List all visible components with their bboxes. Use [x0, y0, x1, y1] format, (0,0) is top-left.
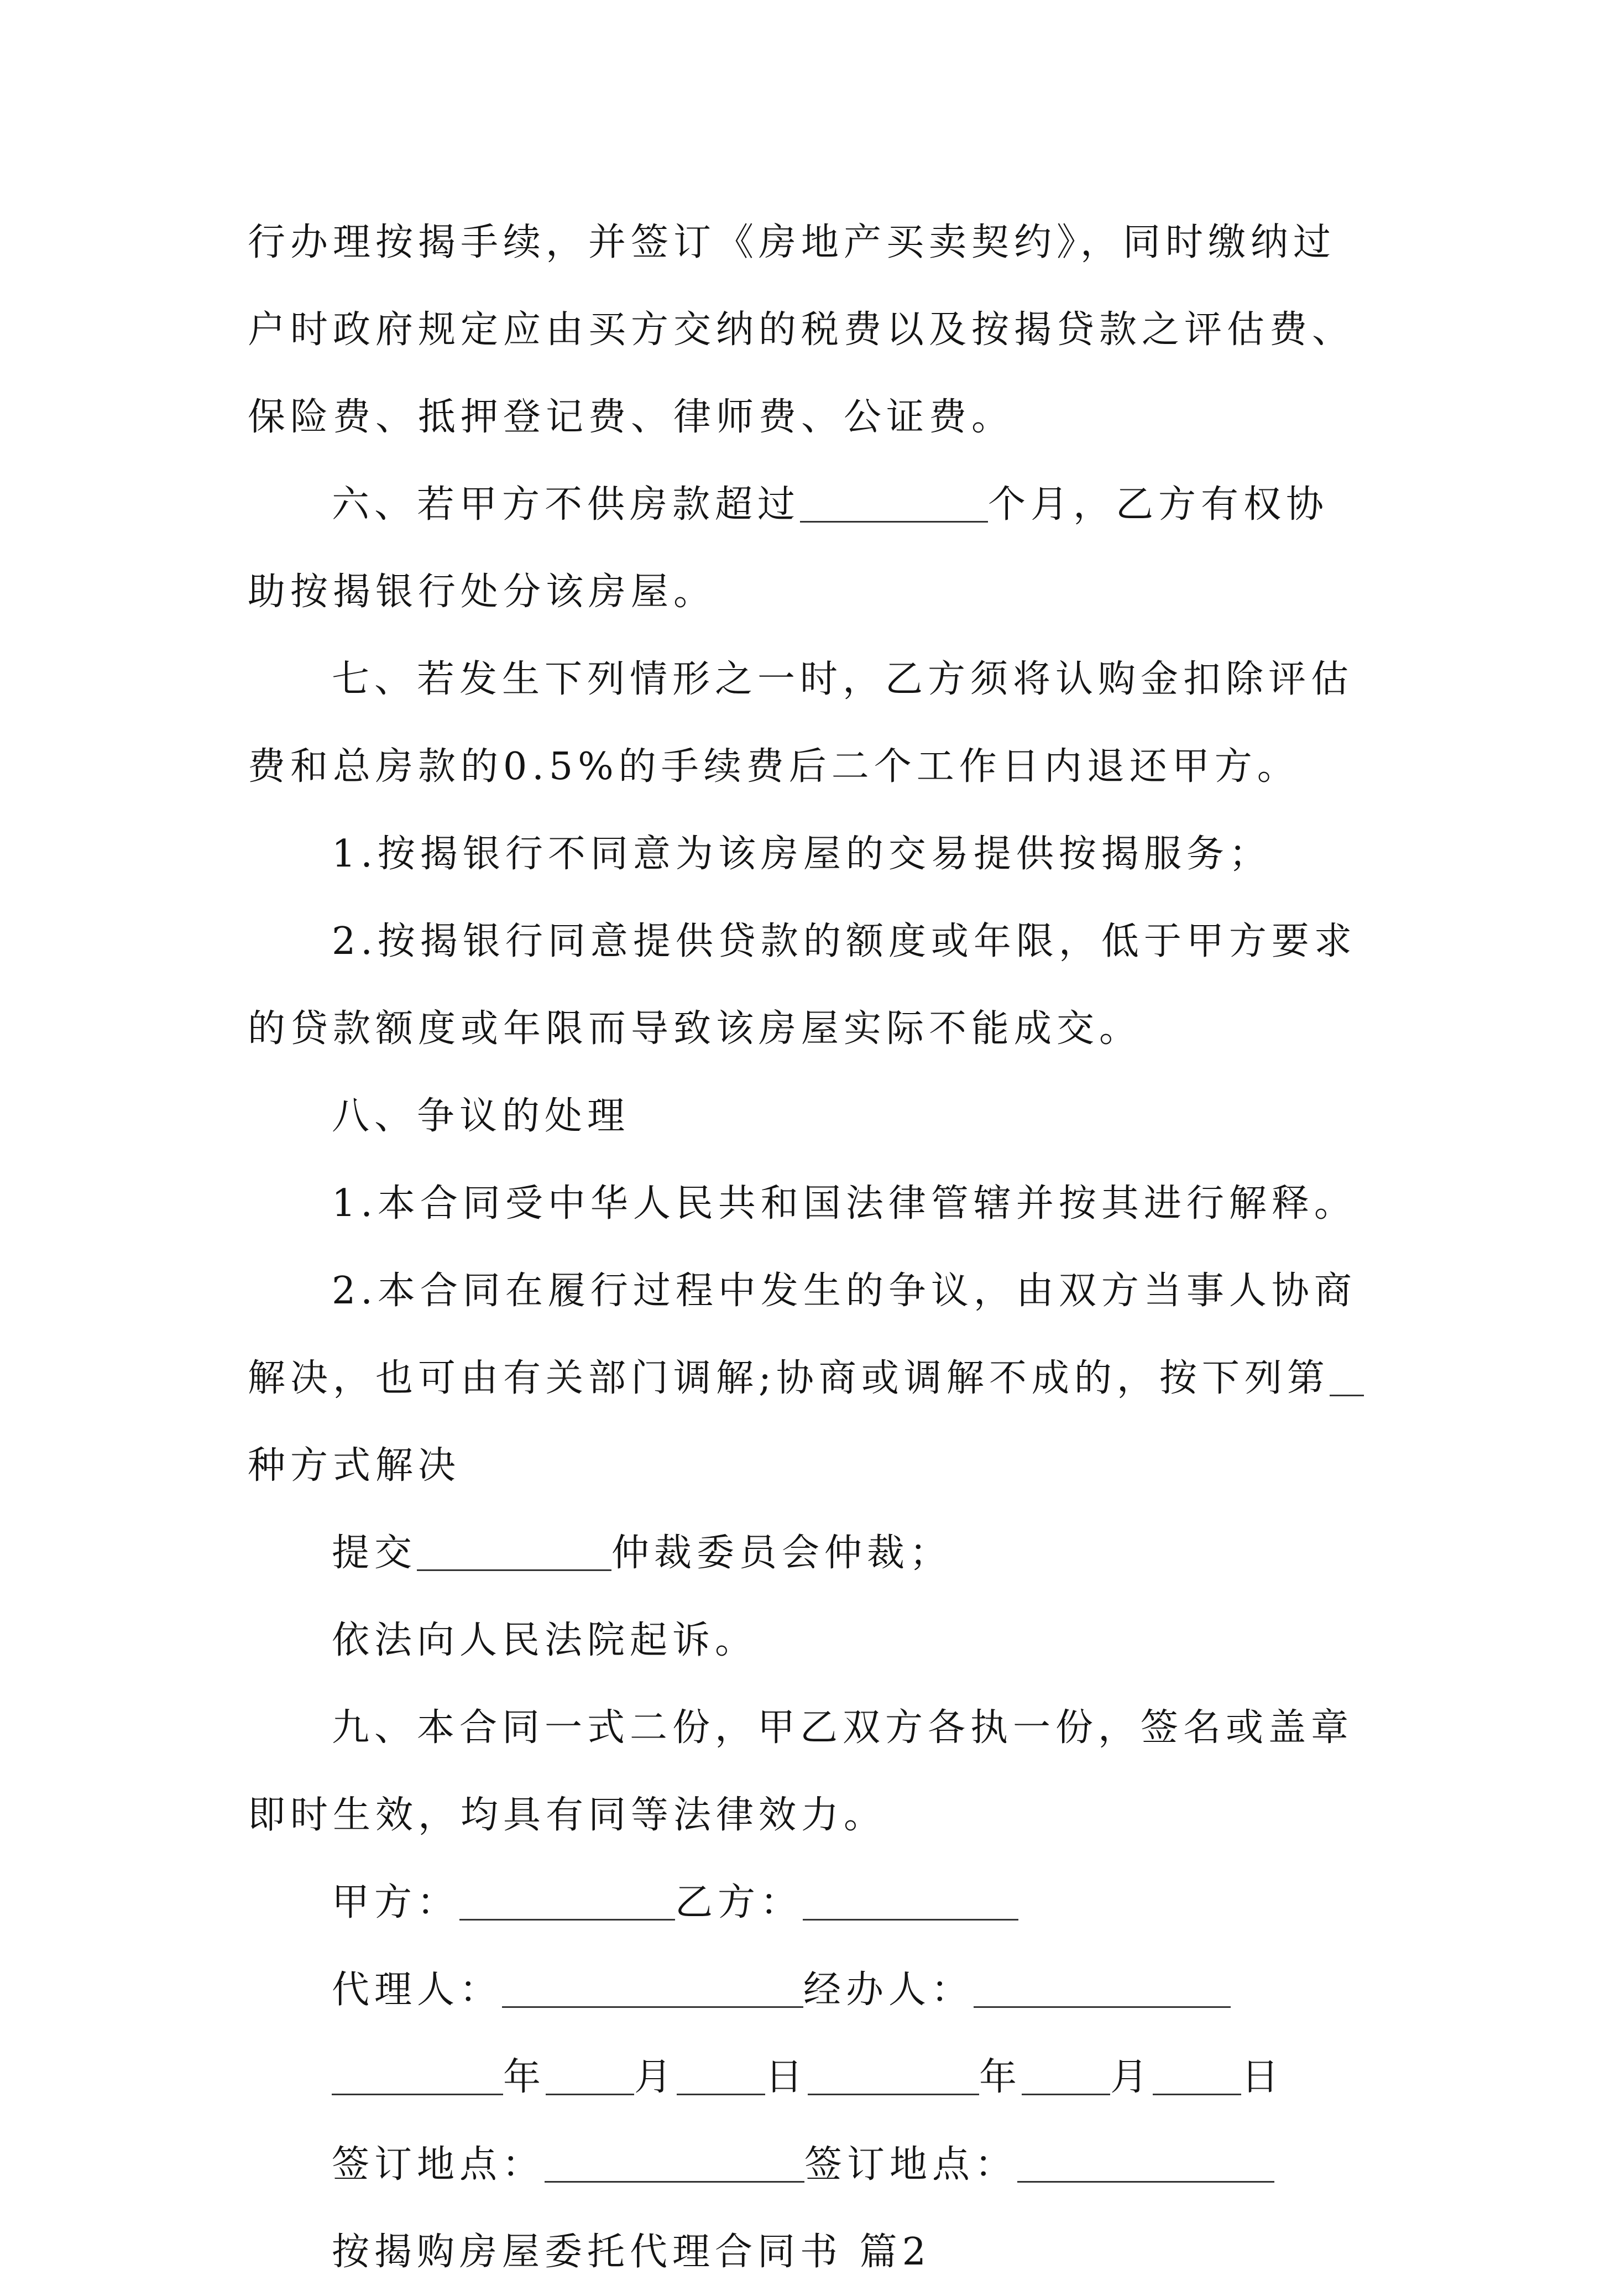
option1-text-a: 提交 [332, 1531, 417, 1575]
clause7-line1: 七、若发生下列情形之一时，乙方须将认购金扣除评估 [332, 658, 1354, 701]
year-blank-b [808, 2055, 979, 2095]
year-label-b: 年 [979, 2055, 1022, 2099]
signature-agent-row [248, 1947, 1370, 2034]
year-blank-a [332, 2055, 503, 2095]
clause8-item2-line1: 2.本合同在履行过程中发生的争议，由双方当事人协商 [332, 1269, 1357, 1313]
option1-text-b: 仲裁委员会仲裁； [611, 1531, 953, 1575]
clause6-text-b: 个月，乙方有权协 [988, 483, 1329, 526]
party-b-blank [803, 1880, 1018, 1921]
clause6-line1 [248, 461, 1370, 549]
clause7-item1: 1.按揭银行不同意为该房屋的交易提供按揭服务； [332, 832, 1272, 876]
month-blank-b [1022, 2055, 1110, 2095]
party-a-blank [459, 1880, 675, 1921]
clause8-item2-line2 [248, 1335, 1370, 1422]
clause8-item2-line2-text: 解决，也可由有关部门调解;协商或调解不成的，按下列第 [248, 1356, 1330, 1400]
clause6-line2: 助按揭银行处分该房屋。 [248, 570, 717, 614]
agent-label: 代理人： [332, 1968, 503, 2012]
clause8-option1 [248, 1510, 1370, 1597]
clause6-text-a: 六、若甲方不供房款超过 [332, 483, 801, 526]
handler-blank [974, 1968, 1231, 2008]
clause7-line2: 费和总房款的0.5%的手续费后二个工作日内退还甲方。 [248, 745, 1300, 789]
arbitration-blank [417, 1531, 611, 1571]
clause9-line1: 九、本合同一式二份，甲乙双方各执一份，签名或盖章 [332, 1706, 1354, 1750]
clause5-line2: 户时政府规定应由买方交纳的税费以及按揭贷款之评估费、 [248, 308, 1355, 352]
clause8-item1: 1.本合同受中华人民共和国法律管辖并按其进行解释。 [332, 1182, 1357, 1225]
party-b-label: 乙方： [675, 1881, 803, 1924]
month-label-a: 月 [634, 2055, 677, 2099]
year-label-a: 年 [503, 2055, 546, 2099]
signature-place-row [248, 2121, 1370, 2209]
method-blank [1330, 1356, 1364, 1396]
party-a-label: 甲方： [332, 1881, 460, 1924]
clause5-line1: 行办理按揭手续，并签订《房地产买卖契约》，同时缴纳过 [248, 221, 1336, 264]
clause7-item2-line1: 2.按揭银行同意提供贷款的额度或年限，低于甲方要求 [332, 920, 1357, 963]
place-label-a: 签订地点： [332, 2143, 545, 2187]
agent-blank [502, 1968, 803, 2008]
next-section-title: 按揭购房屋委托代理合同书 篇2 [332, 2230, 931, 2274]
signature-party-row [248, 1859, 1370, 1947]
day-blank-a [677, 2055, 765, 2095]
clause7-item2-line2: 的贷款额度或年限而导致该房屋实际不能成交。 [248, 1007, 1142, 1051]
place-blank-b [1017, 2142, 1274, 2183]
day-label-a: 日 [765, 2055, 808, 2099]
clause9-line2: 即时生效，均具有同等法律效力。 [248, 1793, 887, 1837]
place-label-b: 签订地点： [804, 2143, 1018, 2187]
day-label-b: 日 [1241, 2055, 1284, 2099]
signature-date-row [248, 2034, 1370, 2121]
month-blank-a [546, 2055, 634, 2095]
month-label-b: 月 [1110, 2055, 1153, 2099]
clause8-item2-line3: 种方式解决 [248, 1444, 461, 1488]
clause5-line3: 保险费、抵押登记费、律师费、公证费。 [248, 395, 1015, 439]
day-blank-b [1153, 2055, 1241, 2095]
clause8-heading: 八、争议的处理 [332, 1094, 630, 1138]
clause8-option2: 依法向人民法院起诉。 [332, 1619, 758, 1662]
months-blank [800, 482, 988, 523]
handler-label: 经办人： [803, 1968, 974, 2012]
place-blank-a [545, 2142, 804, 2183]
document-page [248, 199, 1370, 2296]
